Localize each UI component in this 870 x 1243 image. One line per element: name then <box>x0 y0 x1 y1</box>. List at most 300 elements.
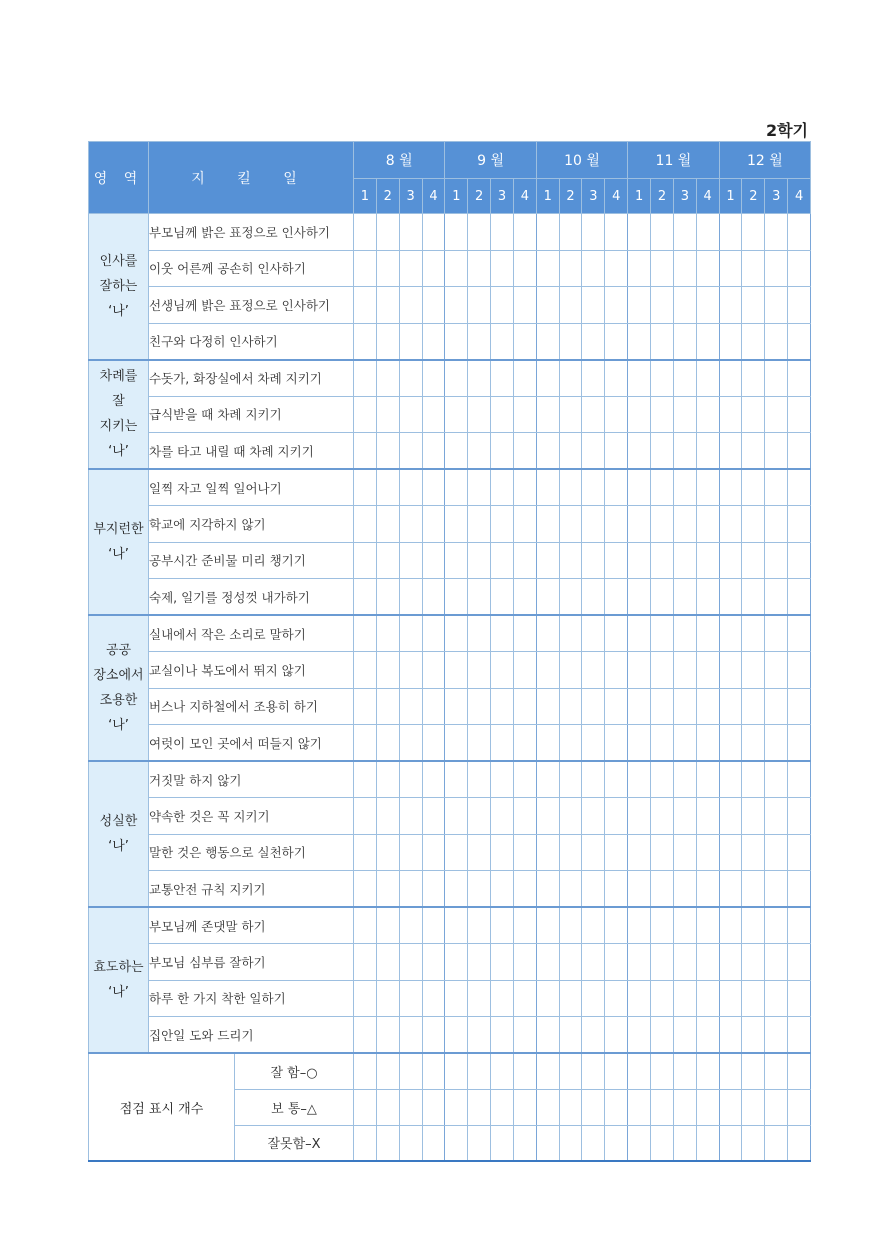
check-cell[interactable] <box>582 907 605 944</box>
check-cell[interactable] <box>468 579 491 616</box>
check-cell[interactable] <box>445 688 468 725</box>
check-cell[interactable] <box>354 834 377 871</box>
check-cell[interactable] <box>605 214 628 251</box>
check-cell[interactable] <box>742 469 765 506</box>
check-cell[interactable] <box>399 725 422 762</box>
check-cell[interactable] <box>742 1017 765 1054</box>
check-cell[interactable] <box>491 1053 514 1089</box>
check-cell[interactable] <box>605 761 628 798</box>
check-cell[interactable] <box>719 834 742 871</box>
check-cell[interactable] <box>422 1089 445 1125</box>
check-cell[interactable] <box>468 871 491 908</box>
check-cell[interactable] <box>468 1017 491 1054</box>
check-cell[interactable] <box>628 1125 651 1161</box>
check-cell[interactable] <box>765 323 788 360</box>
check-cell[interactable] <box>559 980 582 1017</box>
check-cell[interactable] <box>468 1053 491 1089</box>
check-cell[interactable] <box>788 725 811 762</box>
check-cell[interactable] <box>536 433 559 470</box>
check-cell[interactable] <box>445 1017 468 1054</box>
check-cell[interactable] <box>399 506 422 543</box>
check-cell[interactable] <box>582 688 605 725</box>
check-cell[interactable] <box>513 360 536 397</box>
check-cell[interactable] <box>673 360 696 397</box>
check-cell[interactable] <box>559 1089 582 1125</box>
check-cell[interactable] <box>536 725 559 762</box>
check-cell[interactable] <box>719 871 742 908</box>
check-cell[interactable] <box>536 652 559 689</box>
check-cell[interactable] <box>376 469 399 506</box>
check-cell[interactable] <box>445 980 468 1017</box>
check-cell[interactable] <box>673 396 696 433</box>
check-cell[interactable] <box>605 323 628 360</box>
check-cell[interactable] <box>376 725 399 762</box>
check-cell[interactable] <box>491 944 514 981</box>
check-cell[interactable] <box>605 396 628 433</box>
check-cell[interactable] <box>696 250 719 287</box>
check-cell[interactable] <box>673 907 696 944</box>
check-cell[interactable] <box>651 506 674 543</box>
check-cell[interactable] <box>605 506 628 543</box>
check-cell[interactable] <box>399 834 422 871</box>
check-cell[interactable] <box>491 834 514 871</box>
check-cell[interactable] <box>422 944 445 981</box>
check-cell[interactable] <box>628 652 651 689</box>
check-cell[interactable] <box>513 1125 536 1161</box>
check-cell[interactable] <box>354 579 377 616</box>
check-cell[interactable] <box>559 214 582 251</box>
check-cell[interactable] <box>468 980 491 1017</box>
check-cell[interactable] <box>765 250 788 287</box>
check-cell[interactable] <box>536 542 559 579</box>
check-cell[interactable] <box>354 798 377 835</box>
check-cell[interactable] <box>445 652 468 689</box>
check-cell[interactable] <box>651 1125 674 1161</box>
check-cell[interactable] <box>422 615 445 652</box>
check-cell[interactable] <box>628 1017 651 1054</box>
check-cell[interactable] <box>628 433 651 470</box>
check-cell[interactable] <box>399 1125 422 1161</box>
check-cell[interactable] <box>673 1089 696 1125</box>
check-cell[interactable] <box>468 396 491 433</box>
check-cell[interactable] <box>719 688 742 725</box>
check-cell[interactable] <box>628 907 651 944</box>
check-cell[interactable] <box>468 542 491 579</box>
check-cell[interactable] <box>673 250 696 287</box>
check-cell[interactable] <box>628 214 651 251</box>
check-cell[interactable] <box>354 615 377 652</box>
check-cell[interactable] <box>765 834 788 871</box>
check-cell[interactable] <box>422 1125 445 1161</box>
check-cell[interactable] <box>422 360 445 397</box>
check-cell[interactable] <box>399 214 422 251</box>
check-cell[interactable] <box>376 944 399 981</box>
check-cell[interactable] <box>719 579 742 616</box>
check-cell[interactable] <box>742 214 765 251</box>
check-cell[interactable] <box>788 287 811 324</box>
check-cell[interactable] <box>719 360 742 397</box>
check-cell[interactable] <box>376 433 399 470</box>
check-cell[interactable] <box>696 396 719 433</box>
check-cell[interactable] <box>788 761 811 798</box>
check-cell[interactable] <box>696 469 719 506</box>
check-cell[interactable] <box>468 1089 491 1125</box>
check-cell[interactable] <box>765 214 788 251</box>
check-cell[interactable] <box>491 469 514 506</box>
check-cell[interactable] <box>536 1125 559 1161</box>
check-cell[interactable] <box>559 323 582 360</box>
check-cell[interactable] <box>422 980 445 1017</box>
check-cell[interactable] <box>605 652 628 689</box>
check-cell[interactable] <box>788 688 811 725</box>
check-cell[interactable] <box>445 396 468 433</box>
check-cell[interactable] <box>605 542 628 579</box>
check-cell[interactable] <box>559 615 582 652</box>
check-cell[interactable] <box>468 834 491 871</box>
check-cell[interactable] <box>491 652 514 689</box>
check-cell[interactable] <box>719 214 742 251</box>
check-cell[interactable] <box>513 250 536 287</box>
check-cell[interactable] <box>582 506 605 543</box>
check-cell[interactable] <box>719 944 742 981</box>
check-cell[interactable] <box>719 980 742 1017</box>
check-cell[interactable] <box>445 433 468 470</box>
check-cell[interactable] <box>376 323 399 360</box>
check-cell[interactable] <box>582 214 605 251</box>
check-cell[interactable] <box>582 396 605 433</box>
check-cell[interactable] <box>765 506 788 543</box>
check-cell[interactable] <box>582 834 605 871</box>
check-cell[interactable] <box>673 579 696 616</box>
check-cell[interactable] <box>742 506 765 543</box>
check-cell[interactable] <box>651 688 674 725</box>
check-cell[interactable] <box>491 688 514 725</box>
check-cell[interactable] <box>605 360 628 397</box>
check-cell[interactable] <box>354 688 377 725</box>
check-cell[interactable] <box>491 506 514 543</box>
check-cell[interactable] <box>742 798 765 835</box>
check-cell[interactable] <box>536 360 559 397</box>
check-cell[interactable] <box>628 980 651 1017</box>
check-cell[interactable] <box>673 506 696 543</box>
check-cell[interactable] <box>422 250 445 287</box>
check-cell[interactable] <box>468 506 491 543</box>
check-cell[interactable] <box>468 287 491 324</box>
check-cell[interactable] <box>559 360 582 397</box>
check-cell[interactable] <box>399 652 422 689</box>
check-cell[interactable] <box>536 688 559 725</box>
check-cell[interactable] <box>559 1125 582 1161</box>
check-cell[interactable] <box>742 250 765 287</box>
check-cell[interactable] <box>536 214 559 251</box>
check-cell[interactable] <box>445 250 468 287</box>
check-cell[interactable] <box>536 323 559 360</box>
check-cell[interactable] <box>536 980 559 1017</box>
check-cell[interactable] <box>536 1089 559 1125</box>
check-cell[interactable] <box>582 1053 605 1089</box>
check-cell[interactable] <box>742 1089 765 1125</box>
check-cell[interactable] <box>582 980 605 1017</box>
check-cell[interactable] <box>673 287 696 324</box>
check-cell[interactable] <box>673 688 696 725</box>
check-cell[interactable] <box>628 834 651 871</box>
check-cell[interactable] <box>651 761 674 798</box>
check-cell[interactable] <box>673 433 696 470</box>
check-cell[interactable] <box>491 579 514 616</box>
check-cell[interactable] <box>513 287 536 324</box>
check-cell[interactable] <box>628 506 651 543</box>
check-cell[interactable] <box>536 1053 559 1089</box>
check-cell[interactable] <box>605 433 628 470</box>
check-cell[interactable] <box>788 1125 811 1161</box>
check-cell[interactable] <box>513 688 536 725</box>
check-cell[interactable] <box>468 798 491 835</box>
check-cell[interactable] <box>582 469 605 506</box>
check-cell[interactable] <box>559 725 582 762</box>
check-cell[interactable] <box>582 871 605 908</box>
check-cell[interactable] <box>376 396 399 433</box>
check-cell[interactable] <box>788 250 811 287</box>
check-cell[interactable] <box>491 871 514 908</box>
check-cell[interactable] <box>673 214 696 251</box>
check-cell[interactable] <box>513 1053 536 1089</box>
check-cell[interactable] <box>628 250 651 287</box>
check-cell[interactable] <box>399 1017 422 1054</box>
check-cell[interactable] <box>605 834 628 871</box>
check-cell[interactable] <box>673 834 696 871</box>
check-cell[interactable] <box>628 944 651 981</box>
check-cell[interactable] <box>559 287 582 324</box>
check-cell[interactable] <box>719 250 742 287</box>
check-cell[interactable] <box>422 579 445 616</box>
check-cell[interactable] <box>445 725 468 762</box>
check-cell[interactable] <box>354 1053 377 1089</box>
check-cell[interactable] <box>582 615 605 652</box>
check-cell[interactable] <box>354 1089 377 1125</box>
check-cell[interactable] <box>399 360 422 397</box>
check-cell[interactable] <box>742 542 765 579</box>
check-cell[interactable] <box>491 542 514 579</box>
check-cell[interactable] <box>673 980 696 1017</box>
check-cell[interactable] <box>582 725 605 762</box>
check-cell[interactable] <box>742 834 765 871</box>
check-cell[interactable] <box>628 871 651 908</box>
check-cell[interactable] <box>445 323 468 360</box>
check-cell[interactable] <box>354 542 377 579</box>
check-cell[interactable] <box>376 871 399 908</box>
check-cell[interactable] <box>468 323 491 360</box>
check-cell[interactable] <box>765 542 788 579</box>
check-cell[interactable] <box>696 980 719 1017</box>
check-cell[interactable] <box>582 287 605 324</box>
check-cell[interactable] <box>673 615 696 652</box>
check-cell[interactable] <box>354 944 377 981</box>
check-cell[interactable] <box>513 834 536 871</box>
check-cell[interactable] <box>788 615 811 652</box>
check-cell[interactable] <box>765 1089 788 1125</box>
check-cell[interactable] <box>354 1017 377 1054</box>
check-cell[interactable] <box>742 1053 765 1089</box>
check-cell[interactable] <box>491 433 514 470</box>
check-cell[interactable] <box>399 579 422 616</box>
check-cell[interactable] <box>696 1125 719 1161</box>
check-cell[interactable] <box>742 579 765 616</box>
check-cell[interactable] <box>719 287 742 324</box>
check-cell[interactable] <box>582 579 605 616</box>
check-cell[interactable] <box>582 944 605 981</box>
check-cell[interactable] <box>765 615 788 652</box>
check-cell[interactable] <box>445 615 468 652</box>
check-cell[interactable] <box>696 944 719 981</box>
check-cell[interactable] <box>536 250 559 287</box>
check-cell[interactable] <box>605 1125 628 1161</box>
check-cell[interactable] <box>719 1125 742 1161</box>
check-cell[interactable] <box>765 1125 788 1161</box>
check-cell[interactable] <box>468 615 491 652</box>
check-cell[interactable] <box>788 396 811 433</box>
check-cell[interactable] <box>605 1017 628 1054</box>
check-cell[interactable] <box>628 615 651 652</box>
check-cell[interactable] <box>376 360 399 397</box>
check-cell[interactable] <box>651 944 674 981</box>
check-cell[interactable] <box>559 798 582 835</box>
check-cell[interactable] <box>605 287 628 324</box>
check-cell[interactable] <box>513 1017 536 1054</box>
check-cell[interactable] <box>742 360 765 397</box>
check-cell[interactable] <box>765 944 788 981</box>
check-cell[interactable] <box>696 1017 719 1054</box>
check-cell[interactable] <box>765 360 788 397</box>
check-cell[interactable] <box>376 907 399 944</box>
check-cell[interactable] <box>628 323 651 360</box>
check-cell[interactable] <box>491 980 514 1017</box>
check-cell[interactable] <box>765 396 788 433</box>
check-cell[interactable] <box>673 725 696 762</box>
check-cell[interactable] <box>445 798 468 835</box>
check-cell[interactable] <box>354 396 377 433</box>
check-cell[interactable] <box>399 250 422 287</box>
check-cell[interactable] <box>422 1053 445 1089</box>
check-cell[interactable] <box>376 214 399 251</box>
check-cell[interactable] <box>445 1053 468 1089</box>
check-cell[interactable] <box>559 834 582 871</box>
check-cell[interactable] <box>742 688 765 725</box>
check-cell[interactable] <box>399 761 422 798</box>
check-cell[interactable] <box>354 214 377 251</box>
check-cell[interactable] <box>673 761 696 798</box>
check-cell[interactable] <box>422 469 445 506</box>
check-cell[interactable] <box>376 761 399 798</box>
check-cell[interactable] <box>719 542 742 579</box>
check-cell[interactable] <box>742 287 765 324</box>
check-cell[interactable] <box>445 761 468 798</box>
check-cell[interactable] <box>651 980 674 1017</box>
check-cell[interactable] <box>582 761 605 798</box>
check-cell[interactable] <box>399 798 422 835</box>
check-cell[interactable] <box>445 542 468 579</box>
check-cell[interactable] <box>582 323 605 360</box>
check-cell[interactable] <box>582 250 605 287</box>
check-cell[interactable] <box>696 688 719 725</box>
check-cell[interactable] <box>422 323 445 360</box>
check-cell[interactable] <box>468 907 491 944</box>
check-cell[interactable] <box>673 542 696 579</box>
check-cell[interactable] <box>765 1053 788 1089</box>
check-cell[interactable] <box>513 615 536 652</box>
check-cell[interactable] <box>468 652 491 689</box>
check-cell[interactable] <box>445 579 468 616</box>
check-cell[interactable] <box>536 287 559 324</box>
check-cell[interactable] <box>536 871 559 908</box>
check-cell[interactable] <box>719 469 742 506</box>
check-cell[interactable] <box>605 1053 628 1089</box>
check-cell[interactable] <box>536 469 559 506</box>
check-cell[interactable] <box>582 360 605 397</box>
check-cell[interactable] <box>422 287 445 324</box>
check-cell[interactable] <box>536 834 559 871</box>
check-cell[interactable] <box>468 469 491 506</box>
check-cell[interactable] <box>628 798 651 835</box>
check-cell[interactable] <box>765 871 788 908</box>
check-cell[interactable] <box>422 214 445 251</box>
check-cell[interactable] <box>696 506 719 543</box>
check-cell[interactable] <box>399 433 422 470</box>
check-cell[interactable] <box>491 214 514 251</box>
check-cell[interactable] <box>628 1053 651 1089</box>
check-cell[interactable] <box>513 652 536 689</box>
check-cell[interactable] <box>376 579 399 616</box>
check-cell[interactable] <box>765 1017 788 1054</box>
check-cell[interactable] <box>354 250 377 287</box>
check-cell[interactable] <box>628 688 651 725</box>
check-cell[interactable] <box>468 250 491 287</box>
check-cell[interactable] <box>719 652 742 689</box>
check-cell[interactable] <box>719 1089 742 1125</box>
check-cell[interactable] <box>376 615 399 652</box>
check-cell[interactable] <box>536 615 559 652</box>
check-cell[interactable] <box>742 396 765 433</box>
check-cell[interactable] <box>422 871 445 908</box>
check-cell[interactable] <box>468 688 491 725</box>
check-cell[interactable] <box>513 725 536 762</box>
check-cell[interactable] <box>376 287 399 324</box>
check-cell[interactable] <box>513 871 536 908</box>
check-cell[interactable] <box>354 980 377 1017</box>
check-cell[interactable] <box>788 579 811 616</box>
check-cell[interactable] <box>445 944 468 981</box>
check-cell[interactable] <box>445 214 468 251</box>
check-cell[interactable] <box>582 433 605 470</box>
check-cell[interactable] <box>651 214 674 251</box>
check-cell[interactable] <box>445 1125 468 1161</box>
check-cell[interactable] <box>422 1017 445 1054</box>
check-cell[interactable] <box>696 542 719 579</box>
check-cell[interactable] <box>513 396 536 433</box>
check-cell[interactable] <box>696 834 719 871</box>
check-cell[interactable] <box>673 1125 696 1161</box>
check-cell[interactable] <box>513 542 536 579</box>
check-cell[interactable] <box>673 469 696 506</box>
check-cell[interactable] <box>719 761 742 798</box>
check-cell[interactable] <box>354 287 377 324</box>
check-cell[interactable] <box>605 980 628 1017</box>
check-cell[interactable] <box>788 323 811 360</box>
check-cell[interactable] <box>673 944 696 981</box>
check-cell[interactable] <box>651 579 674 616</box>
check-cell[interactable] <box>651 1017 674 1054</box>
check-cell[interactable] <box>788 542 811 579</box>
check-cell[interactable] <box>651 798 674 835</box>
